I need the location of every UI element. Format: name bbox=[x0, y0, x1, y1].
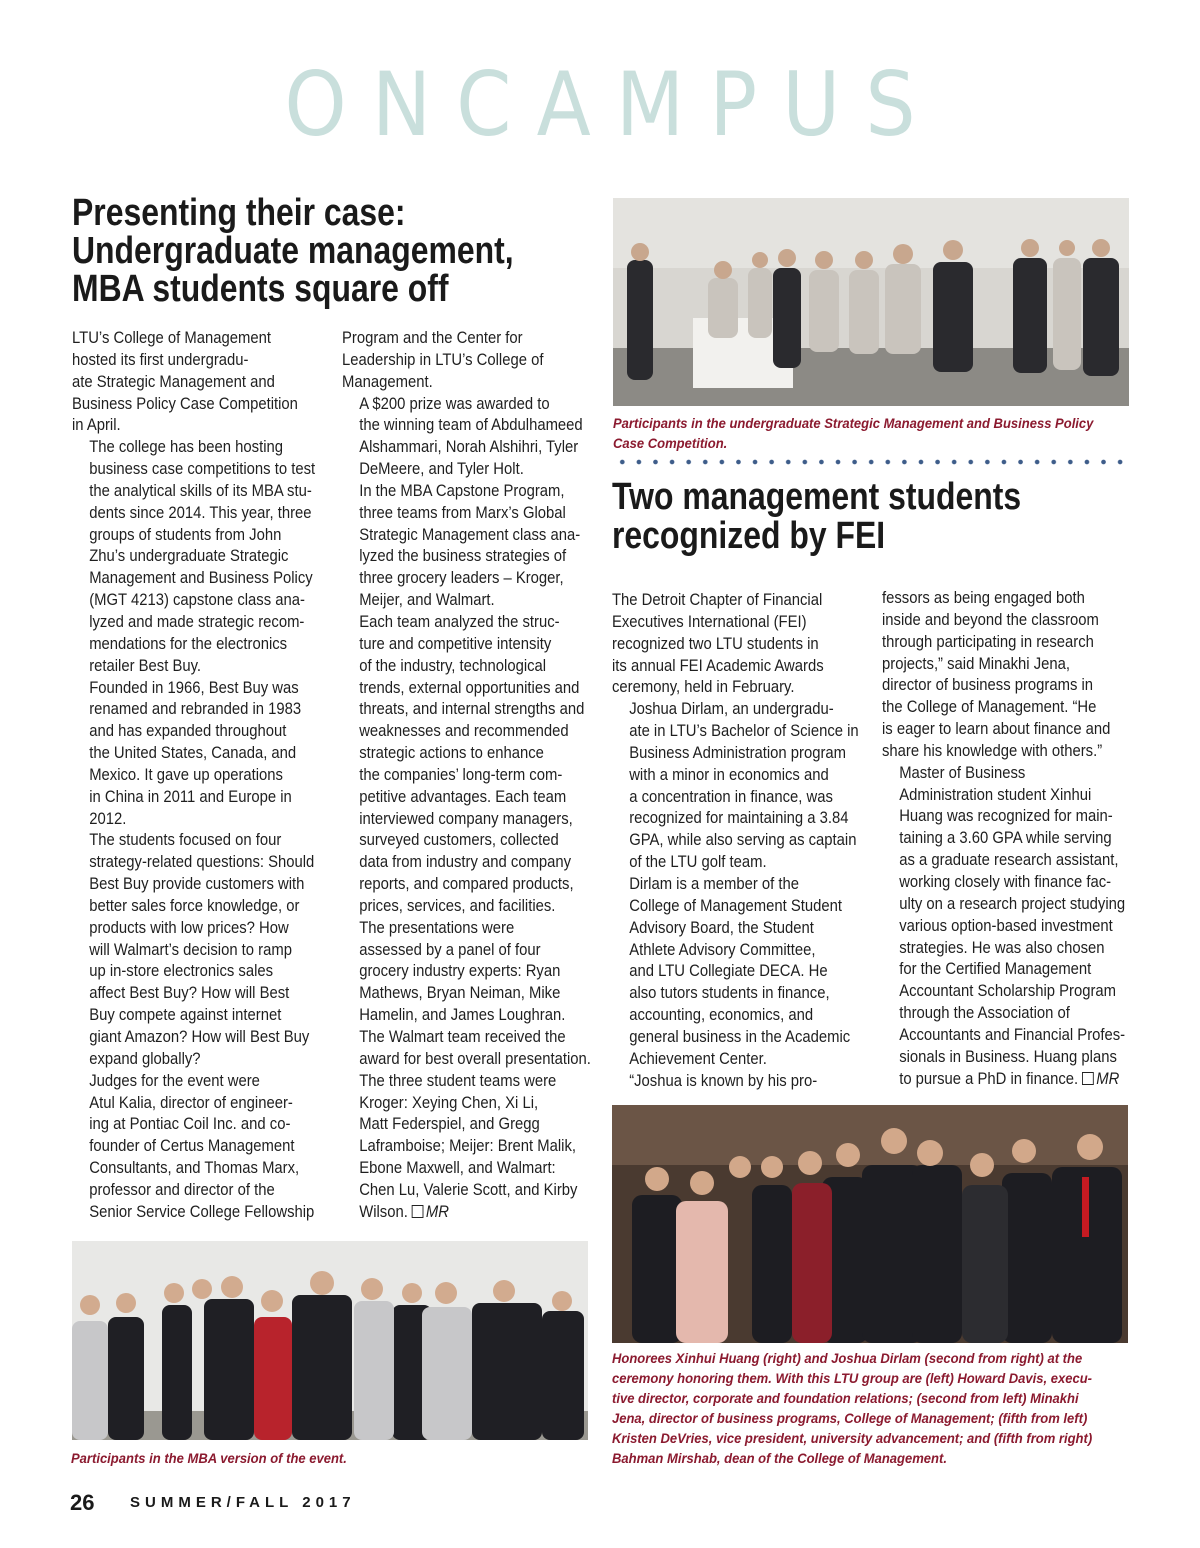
caption-line: tive director, corporate and foundation relations; (second from left) Minakhi bbox=[612, 1390, 1079, 1406]
photo-fei-caption bbox=[612, 1348, 1092, 1468]
caption-line: Jena, director of business programs, College of Management; (fifth from left) bbox=[612, 1410, 1088, 1426]
text-line: 2012. bbox=[89, 809, 127, 828]
text-line: weaknesses and recommended bbox=[359, 722, 569, 741]
text-line: also tutors students in finance, bbox=[629, 984, 830, 1003]
text-line: Accountant Scholarship Program bbox=[899, 982, 1117, 1001]
text-line: three teams from Marx’s Global bbox=[359, 503, 566, 522]
caption-line: Participants in the undergraduate Strategic Management and Business Policy bbox=[613, 415, 1094, 431]
caption-line: ceremony honoring them. With this LTU group are (left) Howard Davis, execu- bbox=[612, 1370, 1092, 1386]
text-line: Consultants, and Thomas Marx, bbox=[89, 1159, 300, 1178]
photo-top-caption bbox=[613, 413, 1093, 453]
text-line: surveyed customers, collected bbox=[359, 831, 559, 850]
paragraph bbox=[882, 763, 1126, 1091]
headline-line: Presenting their case: bbox=[72, 192, 406, 234]
text-line: data from industry and company bbox=[359, 853, 572, 872]
author-initials: MR bbox=[425, 1202, 450, 1221]
text-line: Wilson. MR bbox=[359, 1202, 450, 1221]
text-line: GPA, while also serving as captain bbox=[629, 831, 857, 850]
article2-column-2 bbox=[882, 588, 1132, 1090]
text-line: giant Amazon? How will Best Buy bbox=[89, 1028, 310, 1046]
text-line: College of Management Student bbox=[629, 896, 842, 915]
paragraph bbox=[612, 590, 838, 699]
text-line: Founded in 1966, Best Buy was bbox=[89, 678, 299, 697]
text-line: business case competitions to test bbox=[89, 460, 316, 479]
text-line: Senior Service College Fellowship bbox=[89, 1202, 315, 1221]
text-line: Mexico. It gave up operations bbox=[89, 765, 283, 784]
text-line: LTU’s College of Management bbox=[72, 329, 271, 347]
text-line: lyzed the business strategies of bbox=[359, 547, 567, 566]
text-line: share his knowledge with others.” bbox=[882, 741, 1103, 760]
text-line: Huang was recognized for main- bbox=[899, 807, 1113, 826]
text-line: grocery industry experts: Ryan bbox=[359, 962, 561, 981]
text-line: Achievement Center. bbox=[629, 1049, 767, 1068]
text-line: ate in LTU’s Bachelor of Science in bbox=[629, 722, 859, 741]
paragraph bbox=[342, 328, 568, 394]
article2-headline bbox=[612, 478, 1021, 556]
text-line: ceremony, held in February. bbox=[612, 678, 795, 697]
text-line: Business Administration program bbox=[629, 743, 847, 762]
caption-line: Kristen DeVries, vice president, university advancement; and (fifth from right) bbox=[612, 1430, 1093, 1446]
text-line: projects,” said Minakhi Jena, bbox=[882, 654, 1070, 673]
caption-line: Case Competition. bbox=[613, 435, 728, 451]
section-header: O N C A M P U S bbox=[284, 53, 916, 156]
text-line: A $200 prize was awarded to bbox=[359, 394, 550, 413]
paragraph bbox=[342, 612, 585, 918]
text-line: Master of Business bbox=[899, 763, 1026, 782]
text-line: award for best overall presentation. bbox=[359, 1049, 591, 1068]
article2-column-1 bbox=[612, 590, 862, 1092]
text-line: ulty on a research project studying bbox=[899, 894, 1126, 913]
text-line: sionals in Business. Huang plans bbox=[899, 1047, 1117, 1066]
text-line: working closely with finance fac- bbox=[899, 872, 1112, 891]
end-mark-icon bbox=[411, 1205, 423, 1218]
text-line: The college has been hosting bbox=[89, 438, 284, 457]
text-line: in April. bbox=[72, 416, 121, 435]
paragraph bbox=[342, 1071, 578, 1224]
text-line: Mathews, Bryan Neiman, Mike bbox=[359, 984, 561, 1003]
text-line: (MGT 4213) capstone class ana- bbox=[89, 591, 305, 610]
text-line: of the LTU golf team. bbox=[629, 853, 767, 872]
text-line: Joshua Dirlam, an undergradu- bbox=[629, 700, 834, 719]
paragraph bbox=[612, 1071, 838, 1093]
text-line: strategies. He was also chosen bbox=[899, 938, 1105, 957]
text-line: affect Best Buy? How will Best bbox=[89, 984, 290, 1003]
paragraph bbox=[342, 918, 591, 1071]
dotted-divider bbox=[614, 458, 1130, 466]
text-line: fessors as being engaged both bbox=[882, 589, 1085, 607]
text-line: various option-based investment bbox=[899, 916, 1113, 935]
text-line: Kroger: Xeying Chen, Xi Li, bbox=[359, 1093, 539, 1112]
text-line: DeMeere, and Tyler Holt. bbox=[359, 460, 524, 479]
text-line: The presentations were bbox=[359, 918, 515, 937]
text-line: through participating in research bbox=[882, 632, 1094, 651]
text-line: three grocery leaders – Kroger, bbox=[359, 569, 564, 588]
text-line: ing at Pontiac Coil Inc. and co- bbox=[89, 1115, 291, 1134]
text-line: reports, and compared products, bbox=[359, 875, 574, 894]
text-line: interviewed company managers, bbox=[359, 809, 573, 828]
text-line: renamed and rebranded in 1983 bbox=[89, 700, 302, 719]
text-line: Chen Lu, Valerie Scott, and Kirby bbox=[359, 1180, 578, 1199]
text-line: strategic actions to enhance bbox=[359, 744, 544, 763]
text-line: Business Policy Case Competition bbox=[72, 394, 298, 413]
photo-mba-participants bbox=[72, 1241, 588, 1440]
text-line: in China in 2011 and Europe in bbox=[89, 787, 292, 806]
text-line: Leadership in LTU’s College of bbox=[342, 350, 544, 369]
text-line: Meijer, and Walmart. bbox=[359, 591, 495, 610]
paragraph bbox=[72, 678, 302, 831]
text-line: professor and director of the bbox=[89, 1180, 275, 1199]
headline-line: recognized by FEI bbox=[612, 515, 886, 557]
article1-headline bbox=[72, 194, 514, 308]
text-line: trends, external opportunities and bbox=[359, 678, 580, 697]
text-line: the companies’ long-term com- bbox=[359, 765, 563, 784]
text-line: Atul Kalia, director of engineer- bbox=[89, 1093, 293, 1112]
text-line: Management. bbox=[342, 372, 433, 391]
text-line: “Joshua is known by his pro- bbox=[629, 1071, 818, 1090]
paragraph bbox=[72, 830, 315, 1070]
text-line: will Walmart’s decision to ramp bbox=[89, 940, 292, 959]
text-line: Program and the Center for bbox=[342, 329, 523, 347]
text-line: petitive advantages. Each team bbox=[359, 787, 567, 806]
text-line: Buy compete against internet bbox=[89, 1006, 282, 1025]
text-line: In the MBA Capstone Program, bbox=[359, 481, 565, 500]
paragraph bbox=[342, 394, 583, 481]
paragraph bbox=[72, 437, 316, 677]
text-line: its annual FEI Academic Awards bbox=[612, 656, 824, 675]
photo-fei-honorees bbox=[612, 1105, 1128, 1343]
issue-label: SUMMER/FALL 2017 bbox=[130, 1494, 356, 1511]
headline-line: MBA students square off bbox=[72, 268, 449, 310]
paragraph bbox=[342, 481, 581, 612]
text-line: lyzed and made strategic recom- bbox=[89, 612, 305, 631]
text-line: Executives International (FEI) bbox=[612, 612, 807, 631]
text-line: groups of students from John bbox=[89, 525, 282, 544]
text-line: mendations for the electronics bbox=[89, 634, 288, 653]
text-line: Judges for the event were bbox=[89, 1071, 260, 1090]
photo-mba-caption: Participants in the MBA version of the event. bbox=[71, 1450, 347, 1466]
text-line: Laframboise; Meijer: Brent Malik, bbox=[359, 1137, 577, 1156]
text-line: Alshammari, Norah Alshihri, Tyler bbox=[359, 438, 579, 457]
text-line: up in-store electronics sales bbox=[89, 962, 274, 981]
text-line: and LTU Collegiate DECA. He bbox=[629, 962, 828, 981]
text-line: through the Association of bbox=[899, 1004, 1070, 1023]
text-line: Advisory Board, the Student bbox=[629, 918, 814, 937]
article1-column-1 bbox=[72, 328, 322, 1224]
text-line: Each team analyzed the struc- bbox=[359, 612, 560, 631]
text-line: Accountants and Financial Profes- bbox=[899, 1025, 1126, 1044]
text-line: prices, services, and facilities. bbox=[359, 896, 556, 915]
text-line: the winning team of Abdulhameed bbox=[359, 416, 583, 435]
text-line: retailer Best Buy. bbox=[89, 656, 202, 675]
text-line: The students focused on four bbox=[89, 831, 282, 850]
text-line: the analytical skills of its MBA stu- bbox=[89, 481, 312, 500]
text-line: dents since 2014. This year, three bbox=[89, 503, 312, 522]
text-line: taining a 3.60 GPA while serving bbox=[899, 829, 1112, 848]
text-line: the United States, Canada, and bbox=[89, 744, 297, 763]
text-line: Administration student Xinhui bbox=[899, 785, 1092, 804]
paragraph bbox=[882, 588, 1111, 763]
text-line: assessed by a panel of four bbox=[359, 940, 541, 959]
text-line: hosted its first undergradu- bbox=[72, 350, 249, 369]
text-line: for the Certified Management bbox=[899, 960, 1092, 979]
text-line: to pursue a PhD in finance. MR bbox=[899, 1069, 1120, 1088]
text-line: Management and Business Policy bbox=[89, 569, 313, 588]
photo-undergraduate-participants bbox=[613, 198, 1129, 406]
author-initials: MR bbox=[1096, 1069, 1120, 1088]
text-line: as a graduate research assistant, bbox=[899, 851, 1119, 870]
paragraph bbox=[72, 328, 298, 437]
text-line: general business in the Academic bbox=[629, 1027, 851, 1046]
text-line: accounting, economics, and bbox=[629, 1006, 814, 1025]
text-line: Matt Federspiel, and Gregg bbox=[359, 1115, 540, 1134]
page-number: 26 bbox=[70, 1490, 95, 1515]
text-line: The Detroit Chapter of Financial bbox=[612, 591, 823, 609]
text-line: better sales force knowledge, or bbox=[89, 896, 300, 915]
text-line: Ebone Maxwell, and Walmart: bbox=[359, 1159, 556, 1178]
text-line: director of business programs in bbox=[882, 676, 1094, 695]
paragraph bbox=[72, 1071, 315, 1224]
text-line: Athlete Advisory Committee, bbox=[629, 940, 816, 959]
text-line: is eager to learn about finance and bbox=[882, 720, 1111, 739]
text-line: recognized for maintaining a 3.84 bbox=[629, 809, 849, 828]
text-line: Dirlam is a member of the bbox=[629, 874, 800, 893]
headline-line: Two management students bbox=[612, 476, 1022, 518]
headline-line: Undergraduate management, bbox=[72, 230, 514, 272]
text-line: threats, and internal strengths and bbox=[359, 700, 585, 719]
text-line: Hamelin, and James Loughran. bbox=[359, 1006, 566, 1025]
text-line: a concentration in finance, was bbox=[629, 787, 833, 806]
caption-line: Bahman Mirshab, dean of the College of Management. bbox=[612, 1450, 947, 1466]
text-line: The Walmart team received the bbox=[359, 1028, 566, 1046]
text-line: expand globally? bbox=[89, 1049, 201, 1068]
text-line: The three student teams were bbox=[359, 1071, 557, 1090]
text-line: products with low prices? How bbox=[89, 918, 289, 937]
text-line: recognized two LTU students in bbox=[612, 634, 819, 653]
text-line: founder of Certus Management bbox=[89, 1137, 295, 1156]
paragraph bbox=[612, 699, 859, 874]
text-line: ate Strategic Management and bbox=[72, 372, 275, 391]
text-line: the College of Management. “He bbox=[882, 698, 1097, 717]
text-line: and has expanded throughout bbox=[89, 722, 287, 741]
text-line: with a minor in economics and bbox=[629, 765, 829, 784]
text-line: Best Buy provide customers with bbox=[89, 875, 305, 894]
text-line: of the industry, technological bbox=[359, 656, 547, 675]
article1-column-2 bbox=[342, 328, 592, 1224]
text-line: inside and beyond the classroom bbox=[882, 610, 1099, 629]
caption-line: Honorees Xinhui Huang (right) and Joshua Dirlam (second from right) at the bbox=[612, 1350, 1083, 1366]
text-line: Strategic Management class ana- bbox=[359, 525, 581, 544]
text-line: strategy-related questions: Should bbox=[89, 853, 315, 872]
paragraph bbox=[612, 874, 851, 1071]
text-line: Zhu’s undergraduate Strategic bbox=[89, 547, 289, 566]
end-mark-icon bbox=[1082, 1072, 1094, 1085]
text-line: ture and competitive intensity bbox=[359, 634, 552, 653]
